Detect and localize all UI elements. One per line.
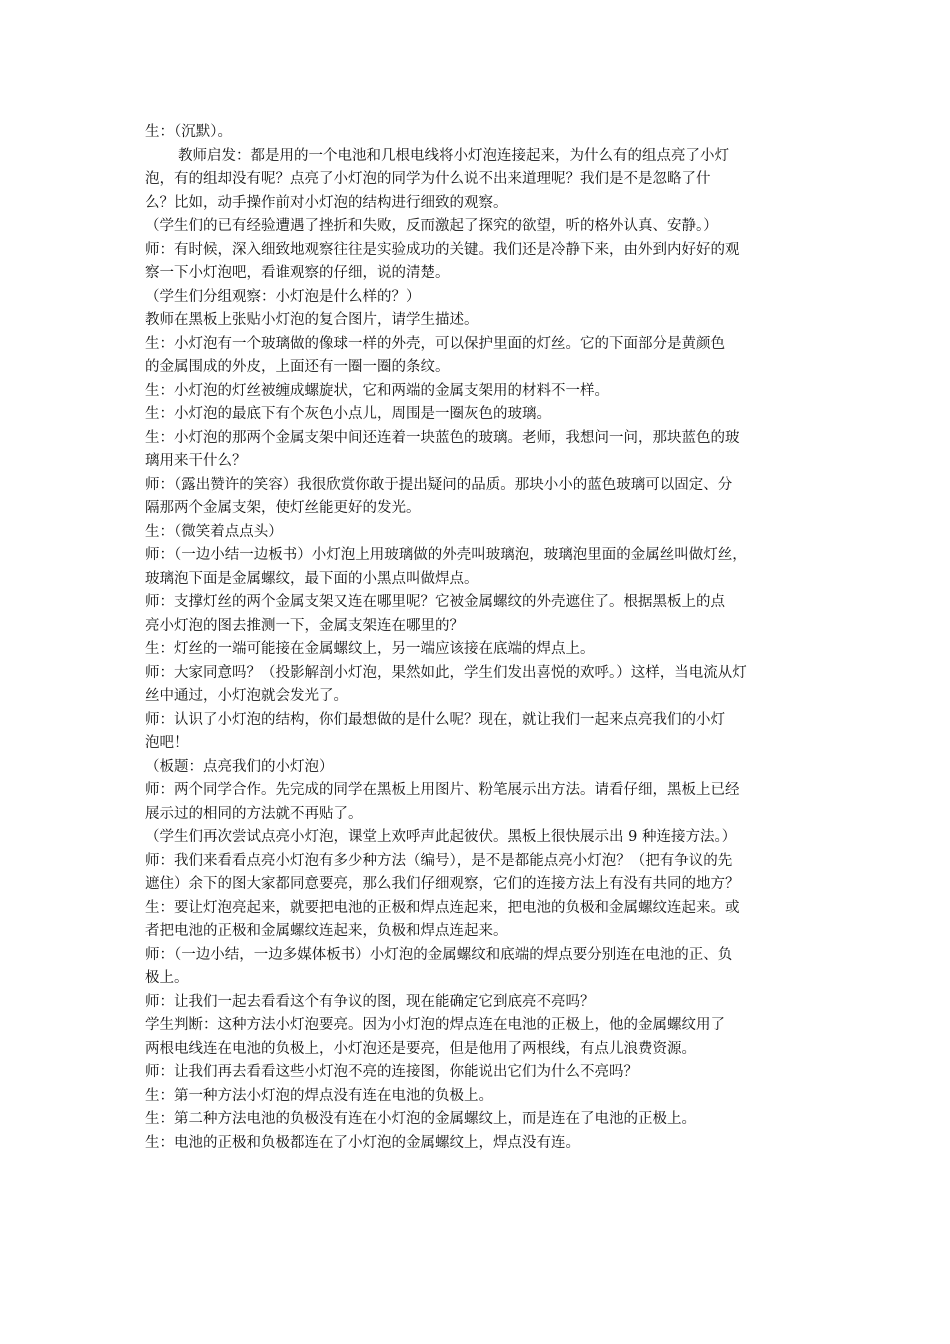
text-line: 生：（沉默）。 xyxy=(145,124,232,140)
text-line: 两根电线连在电池的负极上，小灯泡还是要亮，但是他用了两根线，有点儿浪费资源。 xyxy=(145,1040,696,1057)
text-line: 生：小灯泡的最底下有个灰色小点儿，周围是一圈灰色的玻璃。 xyxy=(145,406,551,422)
text-line: 察一下小灯泡吧，看谁观察的仔细，说的清楚。 xyxy=(145,265,450,281)
text-line: 师：（一边小结，一边多媒体板书）小灯泡的金属螺纹和底端的焊点要分别连在电池的正、负 xyxy=(145,946,733,963)
text-line: 极上。 xyxy=(145,970,189,986)
text-line: 隔那两个金属支架，使灯丝能更好的发光。 xyxy=(145,500,421,516)
text-line: 玻璃泡下面是金属螺纹，最下面的小黑点叫做焊点。 xyxy=(145,570,479,587)
text-line: 教师启发：都是用的一个电池和几根电线将小灯泡连接起来，为什么有的组点亮了小灯 xyxy=(178,147,729,164)
text-line: 生：小灯泡的那两个金属支架中间还连着一块蓝色的玻璃。老师，我想问一问，那块蓝色的玻 xyxy=(145,429,740,446)
text-line: 师：认识了小灯泡的结构，你们最想做的是什么呢？现在，就让我们一起来点亮我们的小灯 xyxy=(145,711,725,728)
text-line: （板题：点亮我们的小灯泡） xyxy=(145,758,334,775)
text-line: 师：有时候，深入细致地观察往往是实验成功的关键。我们还是冷静下来，由外到内好好的观 xyxy=(145,241,740,258)
text-line: 泡，有的组却没有呢？点亮了小灯泡的同学为什么说不出来道理呢？我们是不是忽略了什 xyxy=(145,171,711,187)
text-line: 师：让我们再去看看这些小灯泡不亮的连接图，你能说出它们为什么不亮吗？ xyxy=(145,1064,638,1080)
text-line: 生：灯丝的一端可能接在金属螺纹上，另一端应该接在底端的焊点上。 xyxy=(145,641,595,657)
text-line: 生：第一种方法小灯泡的焊点没有连在电池的负极上。 xyxy=(145,1087,493,1104)
text-line: 么？比如，动手操作前对小灯泡的结构进行细致的观察。 xyxy=(145,194,508,211)
text-line: 遮住）余下的图大家都同意要亮，那么我们仔细观察，它们的连接方法上有没有共同的地方？ xyxy=(145,876,740,892)
text-line: （学生们分组观察：小灯泡是什么样的？） xyxy=(145,288,421,305)
text-line: 师：大家同意吗？（投影解剖小灯泡，果然如此，学生们发出喜悦的欢呼。）这样，当电流从灯 xyxy=(145,664,747,681)
text-line: 泡吧！ xyxy=(145,735,189,751)
text-line: 学生判断：这种方法小灯泡要亮。因为小灯泡的焊点连在电池的正极上，他的金属螺纹用了 xyxy=(145,1017,725,1033)
text-line: 丝中通过，小灯泡就会发光了。 xyxy=(145,688,348,704)
text-line: 师：我们来看看点亮小灯泡有多少种方法（编号），是不是都能点亮小灯泡？（把有争议的先 xyxy=(145,852,733,869)
text-line: 师：两个同学合作。先完成的同学在黑板上用图片、粉笔展示出方法。请看仔细，黑板上已经 xyxy=(145,782,740,798)
text-line: 者把电池的正极和金属螺纹连起来，负极和焊点连起来。 xyxy=(145,923,508,939)
text-line: 生：电池的正极和负极都连在了小灯泡的金属螺纹上，焊点没有连。 xyxy=(145,1134,580,1151)
text-line: 师：（露出赞许的笑容）我很欣赏你敢于提出疑问的品质。那块小小的蓝色玻璃可以固定、分 xyxy=(145,476,733,493)
document-body xyxy=(145,121,825,1155)
text-line: （学生们的已有经验遭遇了挫折和失败，反而激起了探究的欲望，听的格外认真、安静。） xyxy=(145,218,718,234)
text-line: 展示过的相同的方法就不再贴了。 xyxy=(145,805,363,822)
text-line: 教师在黑板上张贴小灯泡的复合图片，请学生描述。 xyxy=(145,312,479,328)
text-line: 璃用来干什么？ xyxy=(145,453,247,469)
text-line: 的金属围成的外皮，上面还有一圈一圈的条纹。 xyxy=(145,359,450,375)
text-line: 生：第二种方法电池的负极没有连在小灯泡的金属螺纹上，而是连在了电池的正极上。 xyxy=(145,1111,696,1127)
text-line: 生：小灯泡的灯丝被缠成螺旋状，它和两端的金属支架用的材料不一样。 xyxy=(145,382,609,399)
text-line: 师：（一边小结一边板书）小灯泡上用玻璃做的外壳叫玻璃泡，玻璃泡里面的金属丝叫做灯丝， xyxy=(145,547,747,563)
text-line: 生：（微笑着点点头） xyxy=(145,523,283,540)
text-line: 生：小灯泡有一个玻璃做的像球一样的外壳，可以保护里面的灯丝。它的下面部分是黄颜色 xyxy=(145,335,725,352)
text-line: 师：支撑灯丝的两个金属支架又连在哪里呢？它被金属螺纹的外壳遮住了。根据黑板上的点 xyxy=(145,594,725,610)
text-line: 亮小灯泡的图去推测一下，金属支架连在哪里的？ xyxy=(145,617,464,634)
text-line: 师：让我们一起去看看这个有争议的图，现在能确定它到底亮不亮吗？ xyxy=(145,993,595,1010)
text-line: （学生们再次尝试点亮小灯泡，课堂上欢呼声此起彼伏。黑板上很快展示出 9 种连接方法。） xyxy=(145,829,737,845)
text-line: 生：要让灯泡亮起来，就要把电池的正极和焊点连起来，把电池的负极和金属螺纹连起来。或 xyxy=(145,899,740,916)
